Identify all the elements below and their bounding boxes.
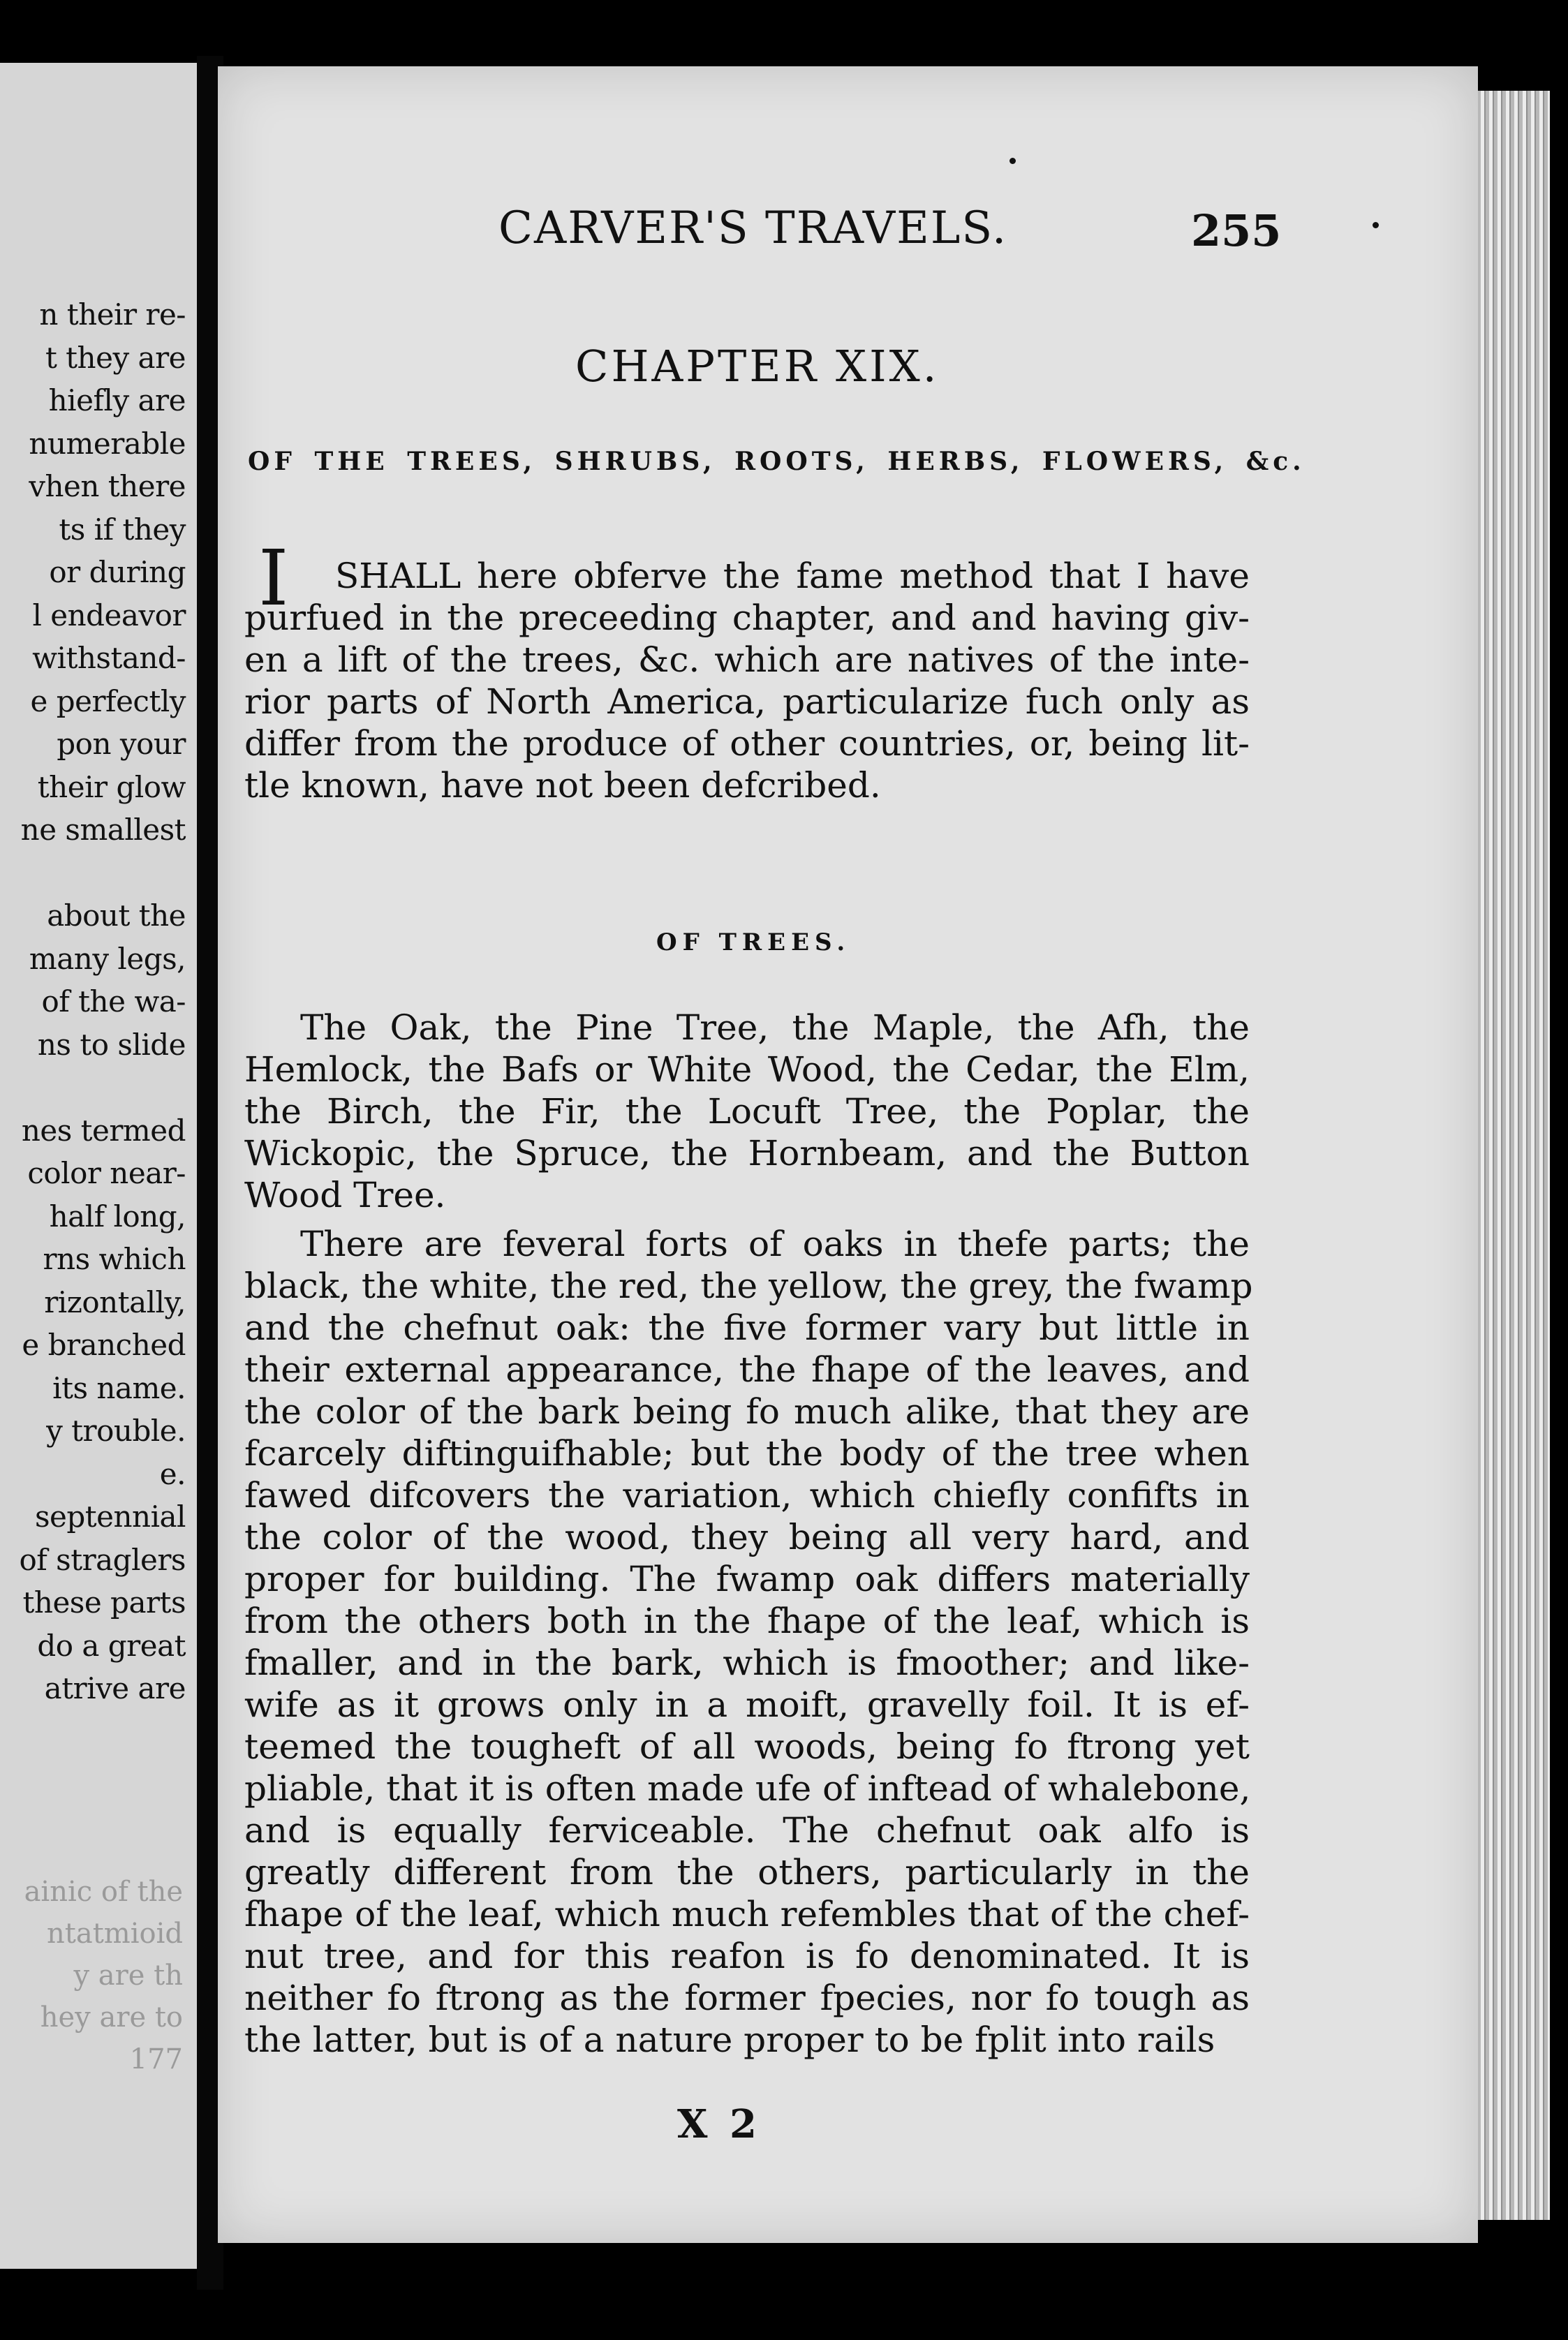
- previous-page-faint-text: [1, 1871, 183, 2080]
- text-line: pliable, that it is often made ufe of inftead of whalebone,: [244, 1768, 1251, 1809]
- previous-page-line: atrive are: [44, 1671, 186, 1705]
- previous-page-line: half long,: [49, 1199, 186, 1234]
- previous-page-line: hiefly are: [48, 383, 186, 417]
- text-line: differ from the produce of other countries, or, being lit-: [244, 723, 1250, 764]
- text-line: from the others both in the fhape of the leaf, which is: [244, 1601, 1250, 1641]
- previous-page-line: rizontally,: [44, 1284, 186, 1319]
- oaks-paragraph: [244, 1223, 1253, 2061]
- text-line: the Birch, the Fir, the Locuft Tree, the Poplar, the: [244, 1091, 1250, 1132]
- previous-page-line: of straglers: [19, 1542, 186, 1577]
- text-line: and the chefnut oak: the five former vary but little in: [244, 1308, 1250, 1348]
- text-line: the color of the wood, they being all very hard, and: [244, 1517, 1250, 1557]
- previous-page-line: l endeavor: [32, 598, 186, 632]
- previous-page-line: numerable: [29, 426, 186, 461]
- chapter-subtitle: OF THE TREES, SHRUBS, ROOTS, HERBS, FLOWERS, &c.: [248, 447, 1306, 476]
- previous-page-faint-line: ntatmioid: [47, 1918, 183, 1950]
- previous-page-line: withstand-: [32, 641, 186, 675]
- previous-page-line: color near-: [27, 1156, 186, 1190]
- previous-page-line: [0, 1066, 186, 1109]
- previous-page-line: y trouble.: [46, 1414, 186, 1448]
- previous-page-line: or during: [49, 555, 186, 589]
- text-line: Wickopic, the Spruce, the Hornbeam, and the Button: [244, 1133, 1250, 1173]
- previous-page-text: [0, 293, 186, 1710]
- text-line: Wood Tree.: [244, 1175, 446, 1215]
- ink-speck: [1009, 158, 1016, 164]
- text-line: tle known, have not been defcribed.: [244, 765, 881, 806]
- previous-page-line: ts if they: [59, 512, 186, 547]
- text-line: the color of the bark being fo much alike, that they are: [244, 1391, 1250, 1432]
- previous-page-line: e branched: [22, 1328, 186, 1362]
- text-line: nut tree, and for this reafon is fo denominated. It is: [244, 1936, 1250, 1976]
- text-line: rior parts of North America, particularize fuch only as: [244, 681, 1250, 722]
- chapter-title: CHAPTER XIX.: [575, 341, 940, 392]
- previous-page-line: ns to slide: [37, 1027, 186, 1062]
- text-line: fawed difcovers the variation, which chiefly confifts in: [244, 1475, 1250, 1516]
- previous-page-line: nes termed: [21, 1113, 186, 1148]
- text-line: teemed the tougheft of all woods, being fo ftrong yet: [244, 1726, 1250, 1767]
- text-line: greatly different from the others, particularly in the: [244, 1852, 1250, 1893]
- previous-page-line: [0, 852, 186, 895]
- previous-page-line: rns which: [43, 1242, 186, 1276]
- text-line: and is equally ferviceable. The chefnut oak alfo is: [244, 1810, 1250, 1851]
- previous-page-line: e perfectly: [30, 683, 186, 718]
- previous-page-line: vhen there: [29, 469, 186, 503]
- text-line: neither fo ftrong as the former fpecies, nor fo tough as: [244, 1978, 1250, 2018]
- text-line: purfued in the preceeding chapter, and and having giv-: [244, 598, 1250, 638]
- section-heading: OF TREES.: [656, 928, 851, 956]
- previous-page-fragment: [0, 63, 197, 2269]
- text-line: fmaller, and in the bark, which is fmoother; and like-: [244, 1643, 1250, 1683]
- text-line: proper for building. The fwamp oak differs materially: [244, 1559, 1250, 1599]
- running-head: CARVER'S TRAVELS.: [498, 202, 1008, 254]
- previous-page-line: e.: [159, 1456, 186, 1491]
- ink-speck: [1373, 222, 1379, 228]
- previous-page-line: septennial: [34, 1499, 186, 1534]
- text-line: Hemlock, the Bafs or White Wood, the Cedar, the Elm,: [244, 1049, 1250, 1090]
- text-line: There are feveral forts of oaks in thefe parts; the: [300, 1224, 1250, 1264]
- previous-page-line: n their re-: [39, 297, 186, 332]
- text-line: the latter, but is of a nature proper to be fplit into rails: [244, 2020, 1215, 2060]
- previous-page-faint-line: hey are to: [40, 2001, 183, 2034]
- text-line: fcarcely diftinguifhable; but the body of the tree when: [244, 1433, 1250, 1474]
- previous-page-line: these parts: [22, 1585, 186, 1620]
- intro-paragraph: [244, 555, 1250, 806]
- trees-list-paragraph: [244, 1007, 1250, 1216]
- previous-page-line: pon your: [57, 727, 186, 761]
- text-line: black, the white, the red, the yellow, the grey, the fwamp: [244, 1266, 1253, 1306]
- previous-page-line: ne smallest: [20, 813, 186, 847]
- previous-page-line: its name.: [52, 1370, 186, 1405]
- text-line: fhape of the leaf, which much refembles that of the chef-: [244, 1894, 1250, 1934]
- previous-page-line: their glow: [37, 769, 186, 804]
- previous-page-line: many legs,: [29, 941, 186, 976]
- previous-page-faint-line: ainic of the: [24, 1876, 183, 1908]
- drop-cap: I: [258, 533, 289, 623]
- previous-page-faint-line: 177: [129, 2043, 183, 2075]
- previous-page-faint-line: y are th: [73, 1960, 183, 1992]
- page-number: 255: [1191, 205, 1282, 256]
- text-line: en a lift of the trees, &c. which are natives of the inte-: [244, 639, 1250, 680]
- text-line: SHALL here obferve the fame method that I have: [335, 556, 1250, 596]
- signature-mark: X 2: [677, 2101, 761, 2147]
- previous-page-line: about the: [47, 898, 186, 933]
- text-line: their external appearance, the fhape of the leaves, and: [244, 1349, 1250, 1390]
- previous-page-line: of the wa-: [41, 984, 186, 1019]
- previous-page-line: t they are: [45, 340, 186, 375]
- previous-page-line: do a great: [37, 1628, 186, 1663]
- text-line: The Oak, the Pine Tree, the Maple, the Afh, the: [300, 1007, 1250, 1048]
- text-line: wife as it grows only in a moift, gravelly foil. It is ef-: [244, 1684, 1250, 1725]
